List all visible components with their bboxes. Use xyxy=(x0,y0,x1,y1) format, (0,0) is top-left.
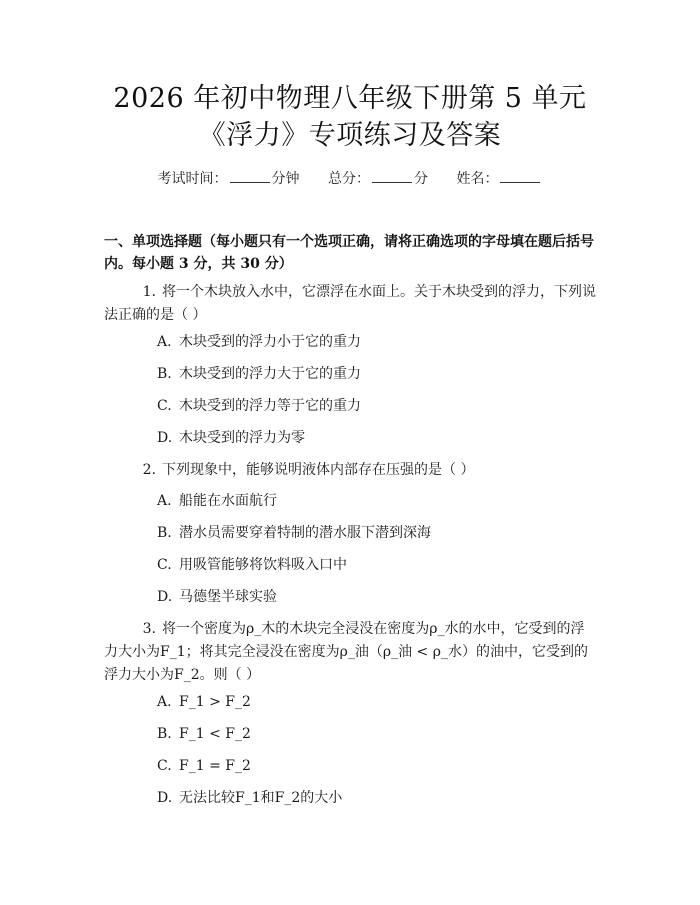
option-letter: B. xyxy=(157,366,172,382)
q1-option-a xyxy=(157,332,597,352)
document-title: 2026 年初中物理八年级下册第 5 单元《浮力》专项练习及答案 xyxy=(113,83,587,151)
total-score-blank xyxy=(372,169,412,183)
exam-time-blank xyxy=(230,169,270,183)
option-letter: C. xyxy=(157,557,172,573)
option-letter: C. xyxy=(157,758,172,774)
q1-option-c xyxy=(157,396,597,416)
option-text: 木块受到的浮力为零 xyxy=(179,430,305,446)
q3-option-b xyxy=(157,724,597,744)
exam-time-unit: 分钟 xyxy=(271,171,300,187)
question-3 xyxy=(104,618,598,687)
option-text: F_1 < F_2 xyxy=(179,726,251,742)
question-text: 将一个密度为ρ_木的木块完全浸没在密度为ρ_水的水中，它受到的浮力大小为F_1；将其完全浸没在密度为ρ_油（ρ_油 < ρ_水）的油中，它受到的浮力大小为F_2。则（ ） xyxy=(104,621,588,683)
student-name-label: 姓名： xyxy=(456,171,499,187)
student-name-field xyxy=(456,171,542,187)
exam-time-label: 考试时间： xyxy=(157,171,228,187)
option-text: 马德堡半球实验 xyxy=(179,589,277,605)
question-number: 1. xyxy=(142,284,156,300)
q3-option-c xyxy=(157,756,597,776)
total-score-unit: 分 xyxy=(414,171,428,187)
option-letter: D. xyxy=(157,790,173,806)
exam-time-field xyxy=(158,171,304,187)
total-score-label: 总分： xyxy=(328,171,370,187)
q2-option-d xyxy=(157,587,597,607)
exam-info-line xyxy=(0,169,700,189)
option-letter: A. xyxy=(157,694,172,710)
option-text: 木块受到的浮力小于它的重力 xyxy=(179,334,361,350)
option-text: F_1 = F_2 xyxy=(179,758,251,774)
option-text: 用吸管能够将饮料吸入口中 xyxy=(179,557,347,573)
total-score-field xyxy=(328,171,432,187)
option-letter: A. xyxy=(157,334,172,350)
option-letter: A. xyxy=(157,493,172,509)
q2-option-c xyxy=(157,555,597,575)
q1-option-b xyxy=(157,364,597,384)
question-text: 将一个木块放入水中，它漂浮在水面上。关于木块受到的浮力，下列说法正确的是（ ） xyxy=(104,284,596,323)
option-letter: C. xyxy=(157,398,172,414)
option-text: 木块受到的浮力大于它的重力 xyxy=(179,366,361,382)
student-name-blank xyxy=(500,169,540,183)
question-number: 2. xyxy=(142,462,156,478)
q3-option-a xyxy=(157,692,597,712)
option-text: 木块受到的浮力等于它的重力 xyxy=(179,398,361,414)
option-text: 无法比较F_1和F_2的大小 xyxy=(179,790,343,806)
option-letter: B. xyxy=(157,726,172,742)
section-heading: 一、单项选择题（每小题只有一个选项正确，请将正确选项的字母填在题后括号内。每小题 3 分，共 30 分） xyxy=(104,234,594,272)
question-2 xyxy=(104,459,598,482)
option-text: 潜水员需要穿着特制的潜水服下潜到深海 xyxy=(179,525,431,541)
option-letter: D. xyxy=(157,430,173,446)
q1-option-d xyxy=(157,428,597,448)
q2-option-b xyxy=(157,523,597,543)
q3-option-d xyxy=(157,788,597,808)
option-text: F_1 > F_2 xyxy=(179,694,251,710)
question-1 xyxy=(104,281,598,327)
option-text: 船能在水面航行 xyxy=(179,493,277,509)
option-letter: D. xyxy=(157,589,173,605)
question-text: 下列现象中，能够说明液体内部存在压强的是（ ） xyxy=(162,462,475,478)
q2-option-a xyxy=(157,491,597,511)
option-letter: B. xyxy=(157,525,172,541)
question-number: 3. xyxy=(142,621,156,637)
